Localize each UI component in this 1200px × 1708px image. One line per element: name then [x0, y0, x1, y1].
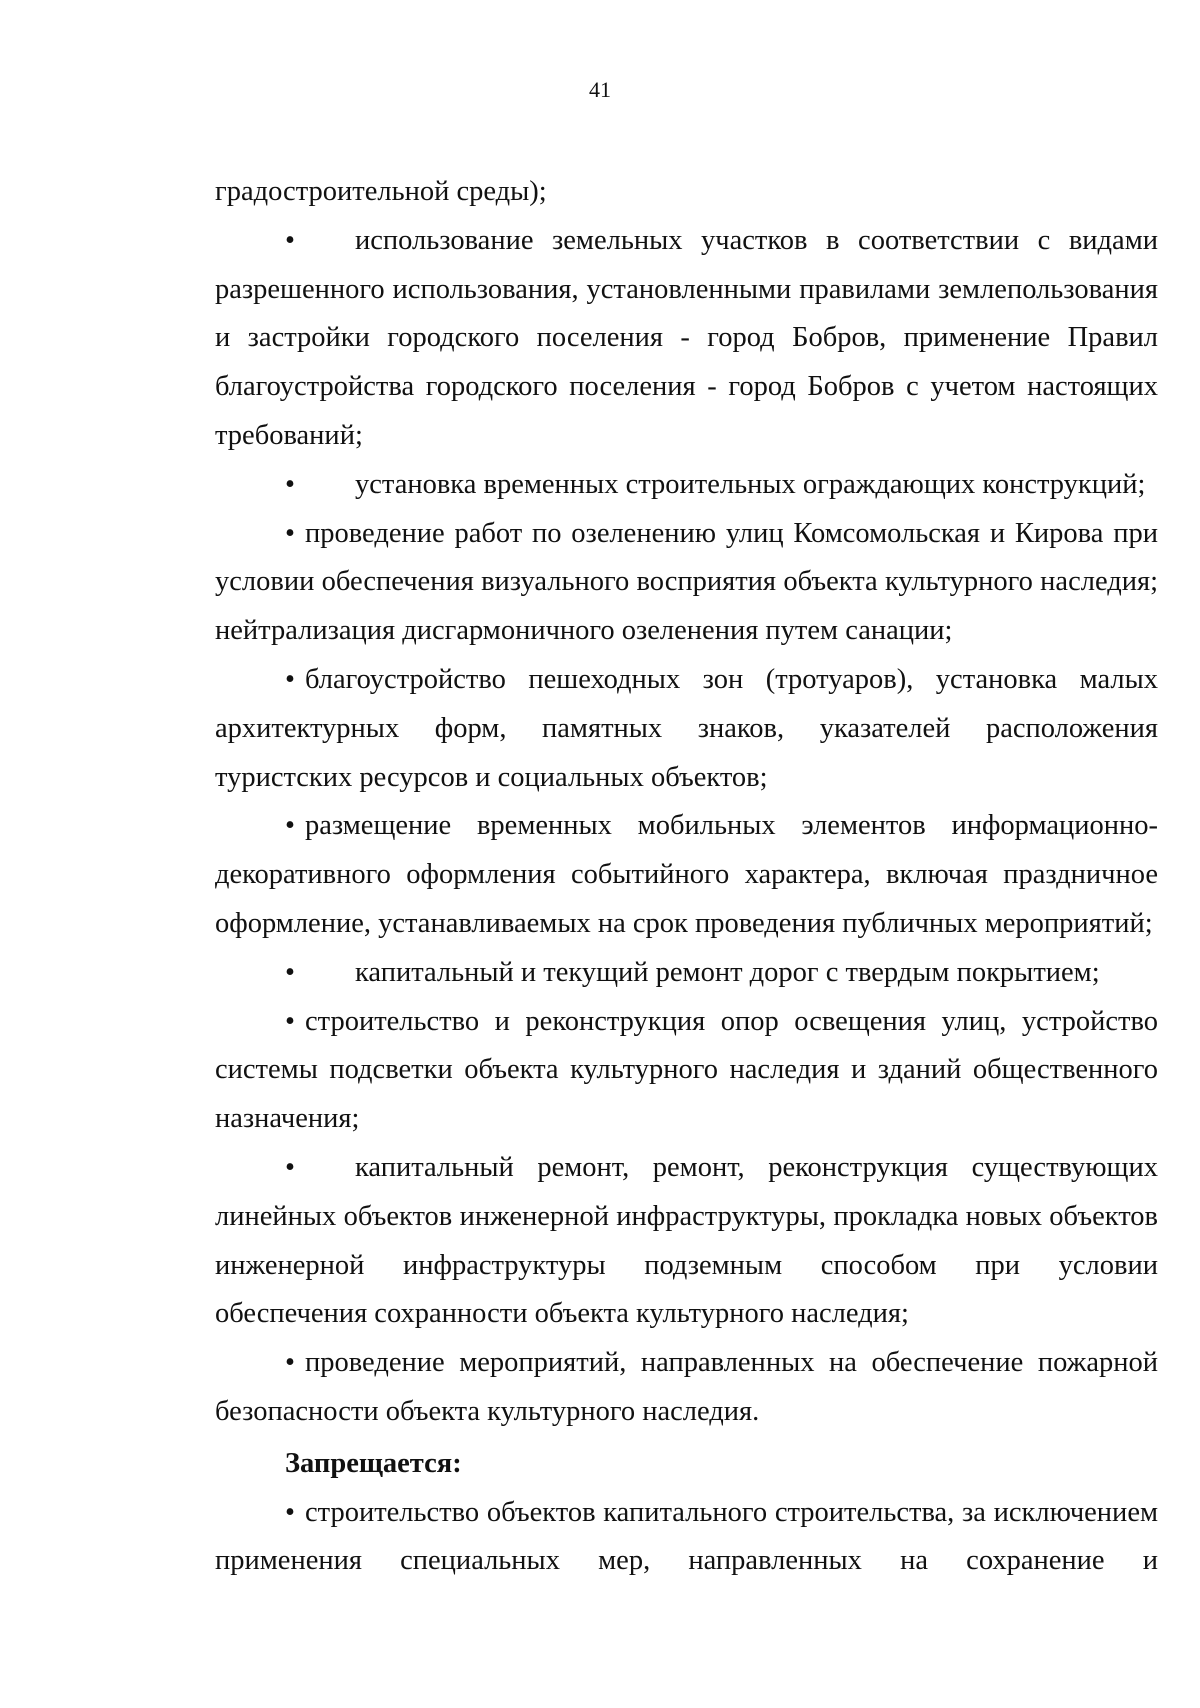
list-item-text: проведение мероприятий, направленных на обеспечение пожарной безопасности объекта культурного наследия.	[215, 1347, 1158, 1427]
list-item	[215, 802, 1158, 948]
list-item	[215, 510, 1158, 656]
bullet-icon: •	[285, 1005, 295, 1037]
prohibited-item	[215, 1489, 1158, 1587]
bullet-icon: •	[285, 468, 295, 500]
list-item	[215, 217, 1158, 461]
list-item-text: капитальный и текущий ремонт дорог с твердым покрытием;	[355, 956, 1100, 988]
list-item	[215, 998, 1158, 1144]
bullet-icon: •	[285, 1347, 295, 1379]
page-body	[215, 168, 1158, 1586]
list-item-text: проведение работ по озеленению улиц Комсомольская и Кирова при условии обеспечения визуального восприятия объекта культурного наследия; нейтрализация дисгармоничного озеленения путем санации;	[215, 517, 1158, 647]
list-item-text: благоустройство пешеходных зон (тротуаров), установка малых архитектурных форм, памятных знаков, указателей расположения туристских ресурсов и социальных объектов;	[215, 663, 1158, 793]
page-number: 41	[589, 77, 611, 102]
list-item	[215, 656, 1158, 802]
list-item-text: установка временных строительных ограждающих конструкций;	[355, 468, 1146, 500]
bullet-icon: •	[285, 956, 295, 988]
list-item	[215, 461, 1158, 510]
list-item-text: строительство объектов капитального строительства, за исключением применения специальных мер, направленных на сохранение и	[215, 1496, 1158, 1577]
bullet-icon: •	[285, 517, 295, 549]
list-item	[215, 1339, 1158, 1437]
list-item-text: капитальный ремонт, ремонт, реконструкция существующих линейных объектов инженерной инфраструктуры, прокладка новых объектов инженерной инфраструктуры подземным способом при условии обеспечения сохранности объекта культурного наследия;	[215, 1151, 1158, 1330]
bullet-icon: •	[285, 663, 295, 695]
bullet-icon: •	[285, 224, 295, 256]
section-heading: Запрещается:	[285, 1447, 462, 1479]
list-item	[215, 949, 1158, 998]
list-item-text: строительство и реконструкция опор освещения улиц, устройство системы подсветки объекта культурного наследия и зданий общественного назначения;	[215, 1005, 1158, 1135]
bullet-icon: •	[285, 1151, 295, 1183]
list-item	[215, 1144, 1158, 1339]
list-item-text: использование земельных участков в соответствии с видами разрешенного использования, установленными правилами землепользования и застройки городского поселения - город Бобров, применение Правил благоустройства городского поселения - город Бобров с учетом настоящих требований;	[215, 224, 1158, 451]
list-item-text: размещение временных мобильных элементов информационно-декоративного оформления событийного характера, включая праздничное оформление, устанавливаемых на срок проведения публичных мероприятий;	[215, 810, 1158, 939]
continued-paragraph: градостроительной среды);	[215, 176, 547, 207]
bullet-icon: •	[285, 810, 295, 842]
bullet-icon: •	[285, 1496, 295, 1528]
